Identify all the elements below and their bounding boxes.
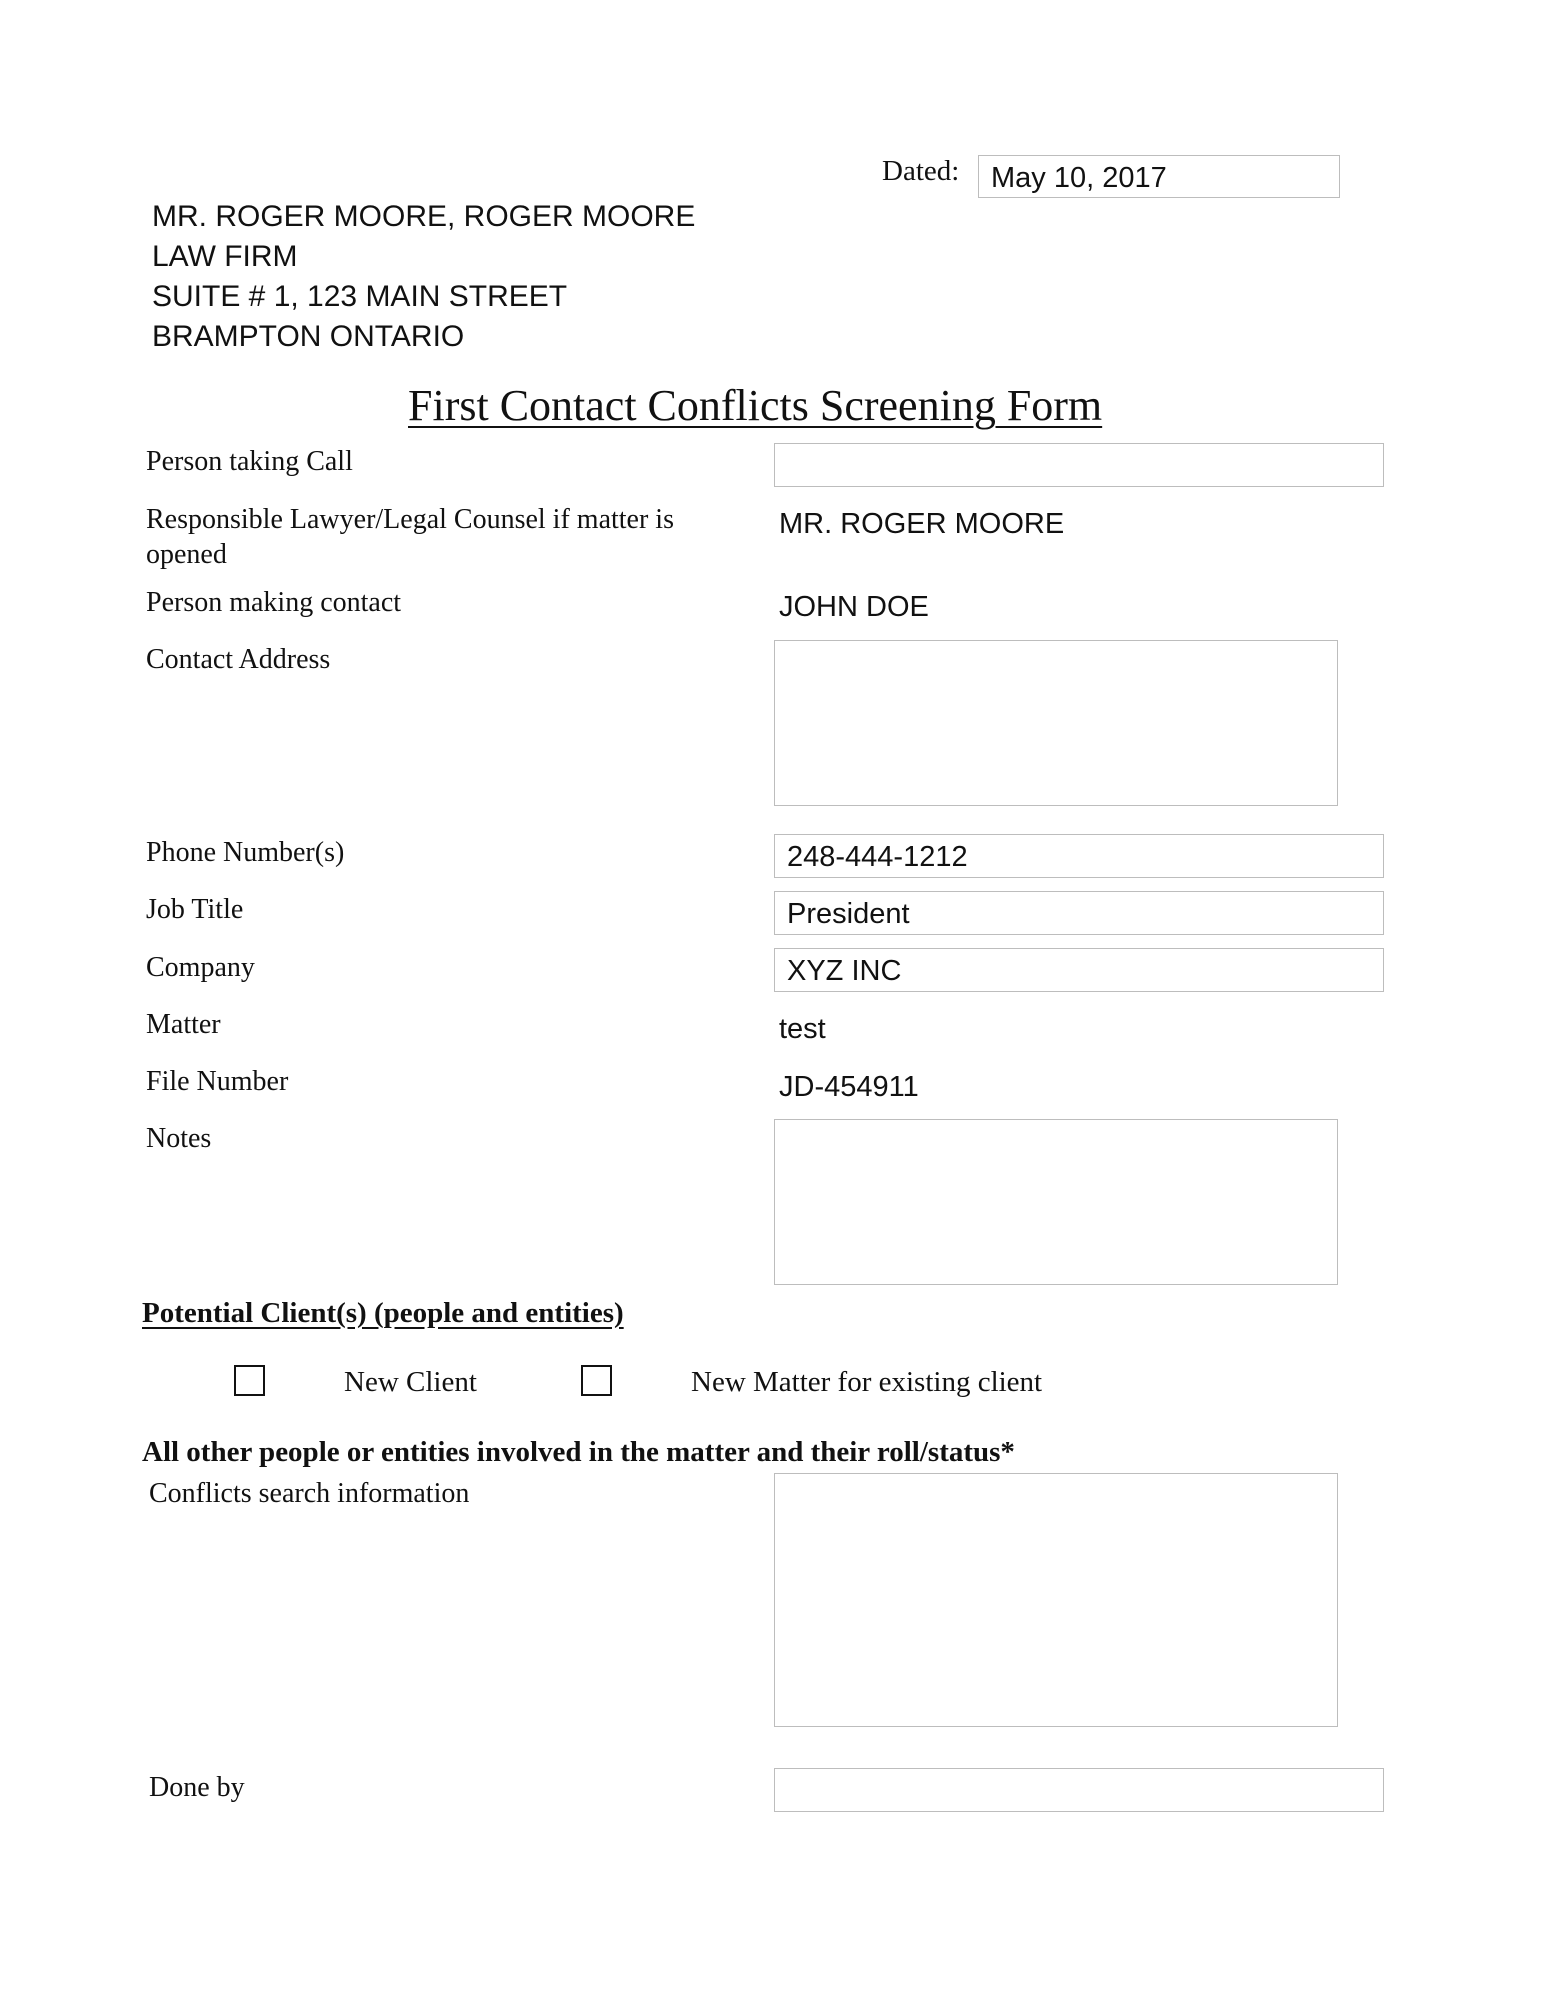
new-matter-label: New Matter for existing client — [691, 1366, 1043, 1398]
firm-line-3: SUITE # 1, 123 MAIN STREET — [152, 280, 568, 313]
new-client-label: New Client — [344, 1366, 477, 1398]
potential-clients-heading: Potential Client(s) (people and entities) — [142, 1297, 624, 1329]
responsible-lawyer-label: Responsible Lawyer/Legal Counsel if matter is opened — [146, 504, 674, 570]
matter-value: test — [779, 1013, 826, 1045]
dated-label: Dated: — [882, 155, 960, 187]
person-taking-call-field[interactable] — [774, 443, 1384, 487]
conflicts-search-field[interactable] — [774, 1473, 1338, 1727]
company-value: XYZ INC — [787, 955, 902, 987]
phone-numbers-label: Phone Number(s) — [146, 837, 345, 868]
job-title-label: Job Title — [146, 894, 244, 925]
phone-numbers-field[interactable] — [774, 834, 1384, 878]
done-by-label: Done by — [149, 1772, 245, 1803]
dated-field[interactable]: May 10, 2017 — [978, 155, 1340, 198]
person-taking-call-label: Person taking Call — [146, 446, 353, 477]
job-title-value: President — [787, 898, 910, 930]
new-matter-checkbox[interactable] — [581, 1365, 612, 1396]
file-number-value: JD-454911 — [779, 1071, 919, 1103]
notes-field[interactable] — [774, 1119, 1338, 1285]
person-making-contact-value: JOHN DOE — [779, 591, 929, 623]
contact-address-field[interactable] — [774, 640, 1338, 806]
phone-numbers-value: 248-444-1212 — [787, 841, 968, 873]
responsible-lawyer-value: MR. ROGER MOORE — [779, 508, 1065, 540]
new-client-checkbox[interactable] — [234, 1365, 265, 1396]
person-making-contact-label: Person making contact — [146, 587, 402, 618]
firm-line-4: BRAMPTON ONTARIO — [152, 320, 465, 353]
firm-line-2: LAW FIRM — [152, 240, 298, 273]
company-label: Company — [146, 952, 255, 983]
done-by-field[interactable] — [774, 1768, 1384, 1812]
firm-line-1: MR. ROGER MOORE, ROGER MOORE — [152, 200, 696, 233]
form-title: First Contact Conflicts Screening Form — [408, 381, 1103, 430]
company-field[interactable] — [774, 948, 1384, 992]
job-title-field[interactable] — [774, 891, 1384, 935]
file-number-label: File Number — [146, 1066, 289, 1097]
conflicts-search-label: Conflicts search information — [149, 1478, 470, 1509]
matter-label: Matter — [146, 1009, 221, 1040]
other-parties-heading: All other people or entities involved in the matter and their roll/status* — [142, 1436, 1015, 1468]
notes-label: Notes — [146, 1123, 212, 1154]
contact-address-label: Contact Address — [146, 644, 331, 675]
